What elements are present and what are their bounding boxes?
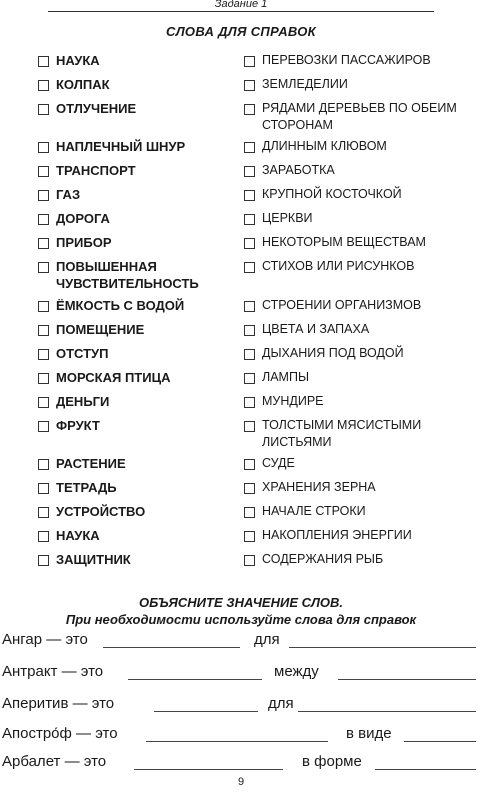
checkbox-square (38, 80, 49, 91)
word-row (38, 210, 458, 227)
phrase-text (262, 76, 348, 93)
checkbox-square (244, 301, 255, 312)
word-row (38, 138, 458, 155)
definition-line (2, 725, 480, 745)
word-text (56, 503, 145, 520)
checkbox-square (38, 325, 49, 336)
blank-line[interactable] (128, 679, 262, 680)
word-item-phrase (244, 186, 458, 203)
connector-text: для (268, 695, 294, 712)
word-text (56, 234, 112, 251)
word-item (38, 551, 244, 568)
checkbox-square (38, 373, 49, 384)
checkbox-square (244, 459, 255, 470)
text-line: РАСТЕНИЕ (56, 456, 126, 471)
checkbox-square (38, 421, 49, 432)
word-item (38, 186, 244, 203)
word-text (56, 417, 100, 434)
checkbox-square (244, 325, 255, 336)
text-line: НАУКА (56, 528, 100, 543)
instructions-subheading: При необходимости используйте слова для справок (65, 612, 417, 627)
checkbox-square (38, 190, 49, 201)
word-row (38, 479, 458, 496)
checkbox-square (244, 262, 255, 273)
word-text (56, 393, 109, 410)
word-item (38, 503, 244, 520)
text-line: ДОРОГА (56, 211, 110, 226)
word-item-phrase (244, 100, 458, 134)
checkbox-square (244, 421, 255, 432)
word-item-phrase (244, 76, 458, 93)
checkbox-square (38, 56, 49, 67)
word-item (38, 297, 244, 314)
text-line: ЛИСТЬЯМИ (262, 435, 332, 449)
phrase-text (262, 417, 421, 451)
word-item (38, 345, 244, 362)
word-text (56, 76, 110, 93)
phrase-text (262, 210, 313, 227)
task-title: Задание 1 (214, 0, 268, 10)
checkbox-square (38, 104, 49, 115)
word-item-phrase (244, 138, 458, 155)
word-item-phrase (244, 321, 458, 338)
text-line: КРУПНОЙ КОСТОЧКОЙ (262, 187, 402, 201)
term-text: Апостро́ф — это (2, 725, 118, 742)
word-item-phrase (244, 527, 458, 544)
text-line: НАУКА (56, 53, 100, 68)
phrase-text (262, 369, 309, 386)
text-line: ЗАРАБОТКА (262, 163, 335, 177)
page-number: 9 (237, 776, 245, 788)
word-item (38, 162, 244, 179)
word-item-phrase (244, 258, 458, 292)
word-text (56, 297, 184, 314)
checkbox-square (38, 349, 49, 360)
text-line: НАКОПЛЕНИЯ ЭНЕРГИИ (262, 528, 412, 542)
word-item (38, 258, 244, 292)
checkbox-square (244, 483, 255, 494)
word-item-phrase (244, 479, 458, 496)
word-text (56, 210, 110, 227)
blank-line[interactable] (298, 711, 476, 712)
word-item (38, 100, 244, 134)
text-line: ЗАЩИТНИК (56, 552, 131, 567)
phrase-text (262, 527, 412, 544)
term-text: Арбалет — это (2, 753, 107, 770)
text-line: ЦЕРКВИ (262, 211, 313, 225)
word-row (38, 369, 458, 386)
term-text: Аперитив — это (2, 695, 115, 712)
text-line: НЕКОТОРЫМ ВЕЩЕСТВАМ (262, 235, 426, 249)
word-text (56, 479, 117, 496)
blank-line[interactable] (103, 647, 240, 648)
definition-line (2, 753, 480, 773)
phrase-text (262, 234, 426, 251)
text-line: ДЕНЬГИ (56, 394, 110, 409)
text-line: ФРУКТ (56, 418, 100, 433)
definition-line (2, 695, 480, 715)
word-item (38, 234, 244, 251)
phrase-text (262, 100, 457, 134)
term-text: Ангар — это (2, 631, 88, 648)
word-item (38, 76, 244, 93)
phrase-text (262, 455, 295, 472)
word-text (56, 345, 109, 362)
phrase-text (262, 258, 414, 275)
word-item-phrase (244, 52, 458, 69)
word-row (38, 76, 458, 93)
checkbox-square (244, 349, 255, 360)
text-line: ОТЛУЧЕНИЕ (56, 101, 137, 116)
checkbox-square (244, 56, 255, 67)
blank-line[interactable] (404, 741, 476, 742)
checkbox-square (244, 214, 255, 225)
word-item-phrase (244, 210, 458, 227)
text-line: СТИХОВ ИЛИ РИСУНКОВ (262, 259, 415, 273)
text-line: ПРИБОР (56, 235, 112, 250)
checkbox-square (38, 301, 49, 312)
word-item-phrase (244, 455, 458, 472)
text-line: ЛАМПЫ (262, 370, 310, 384)
checkbox-square (38, 459, 49, 470)
text-line: ПЕРЕВОЗКИ ПАССАЖИРОВ (262, 53, 431, 67)
phrase-text (262, 479, 376, 496)
phrase-text (262, 297, 421, 314)
phrase-text (262, 138, 387, 155)
text-line: ТРАНСПОРТ (56, 163, 136, 178)
connector-text: для (254, 631, 280, 648)
text-line: НАПЛЕЧНЫЙ ШНУР (56, 139, 186, 154)
text-line: ДЫХАНИЯ ПОД ВОДОЙ (262, 346, 404, 360)
checkbox-square (38, 262, 49, 273)
word-text (56, 369, 170, 386)
blank-line[interactable] (134, 769, 283, 770)
phrase-text (262, 52, 431, 69)
checkbox-square (244, 373, 255, 384)
word-row (38, 527, 458, 544)
blank-line[interactable] (338, 679, 476, 680)
word-item-phrase (244, 417, 458, 451)
word-row (38, 551, 458, 568)
word-item (38, 210, 244, 227)
word-row (38, 162, 458, 179)
checkbox-square (38, 483, 49, 494)
text-line: ПОМЕЩЕНИЕ (56, 322, 145, 337)
word-item (38, 479, 244, 496)
blank-line[interactable] (289, 647, 476, 648)
phrase-text (262, 503, 366, 520)
checkbox-square (38, 214, 49, 225)
word-item (38, 455, 244, 472)
text-line: МУНДИРЕ (262, 394, 324, 408)
word-text (56, 455, 126, 472)
word-row (38, 417, 458, 451)
text-line: КОЛПАК (56, 77, 110, 92)
checkbox-square (38, 166, 49, 177)
checkbox-square (38, 238, 49, 249)
connector-text: в виде (346, 725, 392, 742)
word-item (38, 369, 244, 386)
text-line: РЯДАМИ ДЕРЕВЬЕВ ПО ОБЕИМ (262, 101, 457, 115)
text-line: ЦВЕТА И ЗАПАХА (262, 322, 370, 336)
blank-line[interactable] (375, 769, 476, 770)
checkbox-square (244, 507, 255, 518)
checkbox-square (244, 166, 255, 177)
checkbox-square (244, 555, 255, 566)
word-text (56, 321, 144, 338)
blank-line[interactable] (146, 741, 328, 742)
word-item-phrase (244, 393, 458, 410)
instructions (0, 594, 482, 628)
blank-line[interactable] (154, 711, 258, 712)
definition-line (2, 631, 480, 651)
word-row (38, 345, 458, 362)
word-item (38, 52, 244, 69)
page-header (0, 0, 482, 14)
text-line: ДЛИННЫМ КЛЮВОМ (262, 139, 387, 153)
word-item-phrase (244, 345, 458, 362)
word-item-phrase (244, 234, 458, 251)
word-row (38, 186, 458, 203)
checkbox-square (244, 238, 255, 249)
text-line: НАЧАЛЕ СТРОКИ (262, 504, 366, 518)
text-line: СТОРОНАМ (262, 118, 333, 132)
phrase-text (262, 393, 324, 410)
word-text (56, 186, 80, 203)
text-line: СОДЕРЖАНИЯ РЫБ (262, 552, 384, 566)
checkbox-square (38, 142, 49, 153)
phrase-text (262, 162, 335, 179)
checkbox-square (38, 397, 49, 408)
checkbox-square (244, 190, 255, 201)
word-item (38, 321, 244, 338)
connector-text: в форме (302, 753, 362, 770)
word-row (38, 234, 458, 251)
phrase-text (262, 551, 383, 568)
reference-words-title: СЛОВА ДЛЯ СПРАВОК (166, 24, 316, 39)
word-text (56, 258, 199, 292)
text-line: ГАЗ (56, 187, 81, 202)
word-row (38, 393, 458, 410)
text-line: МОРСКАЯ ПТИЦА (56, 370, 171, 385)
text-line: СУДЕ (262, 456, 295, 470)
header-rule (48, 11, 434, 12)
word-row (38, 297, 458, 314)
word-text (56, 100, 136, 117)
word-item (38, 393, 244, 410)
word-item-phrase (244, 162, 458, 179)
text-line: ЧУВСТВИТЕЛЬНОСТЬ (56, 276, 199, 291)
word-item (38, 138, 244, 155)
word-item (38, 417, 244, 451)
word-text (56, 138, 185, 155)
phrase-text (262, 186, 402, 203)
checkbox-square (244, 142, 255, 153)
instructions-heading: ОБЪЯСНИТЕ ЗНАЧЕНИЕ СЛОВ. (138, 595, 344, 610)
word-item-phrase (244, 551, 458, 568)
checkbox-square (38, 531, 49, 542)
text-line: ХРАНЕНИЯ ЗЕРНА (262, 480, 376, 494)
checkbox-square (38, 507, 49, 518)
word-item (38, 527, 244, 544)
checkbox-square (244, 531, 255, 542)
word-row (38, 455, 458, 472)
text-line: УСТРОЙСТВО (56, 504, 146, 519)
checkbox-square (244, 397, 255, 408)
text-line: ЗЕМЛЕДЕЛИИ (262, 77, 348, 91)
text-line: ЁМКОСТЬ С ВОДОЙ (56, 298, 185, 313)
word-item-phrase (244, 297, 458, 314)
text-line: ПОВЫШЕННАЯ (56, 259, 157, 274)
word-row (38, 100, 458, 134)
checkbox-square (244, 104, 255, 115)
text-line: ТОЛСТЫМИ МЯСИСТЫМИ (262, 418, 422, 432)
phrase-text (262, 345, 404, 362)
word-text (56, 551, 131, 568)
connector-text: между (274, 663, 319, 680)
word-row (38, 258, 458, 292)
phrase-text (262, 321, 369, 338)
text-line: ТЕТРАДЬ (56, 480, 117, 495)
text-line: ОТСТУП (56, 346, 109, 361)
word-row (38, 503, 458, 520)
word-text (56, 52, 100, 69)
word-row (38, 52, 458, 69)
term-text: Антракт — это (2, 663, 104, 680)
text-line: СТРОЕНИИ ОРГАНИЗМОВ (262, 298, 422, 312)
word-item-phrase (244, 369, 458, 386)
checkbox-square (244, 80, 255, 91)
word-text (56, 162, 136, 179)
word-text (56, 527, 100, 544)
definition-line (2, 663, 480, 683)
checkbox-square (38, 555, 49, 566)
word-row (38, 321, 458, 338)
word-item-phrase (244, 503, 458, 520)
